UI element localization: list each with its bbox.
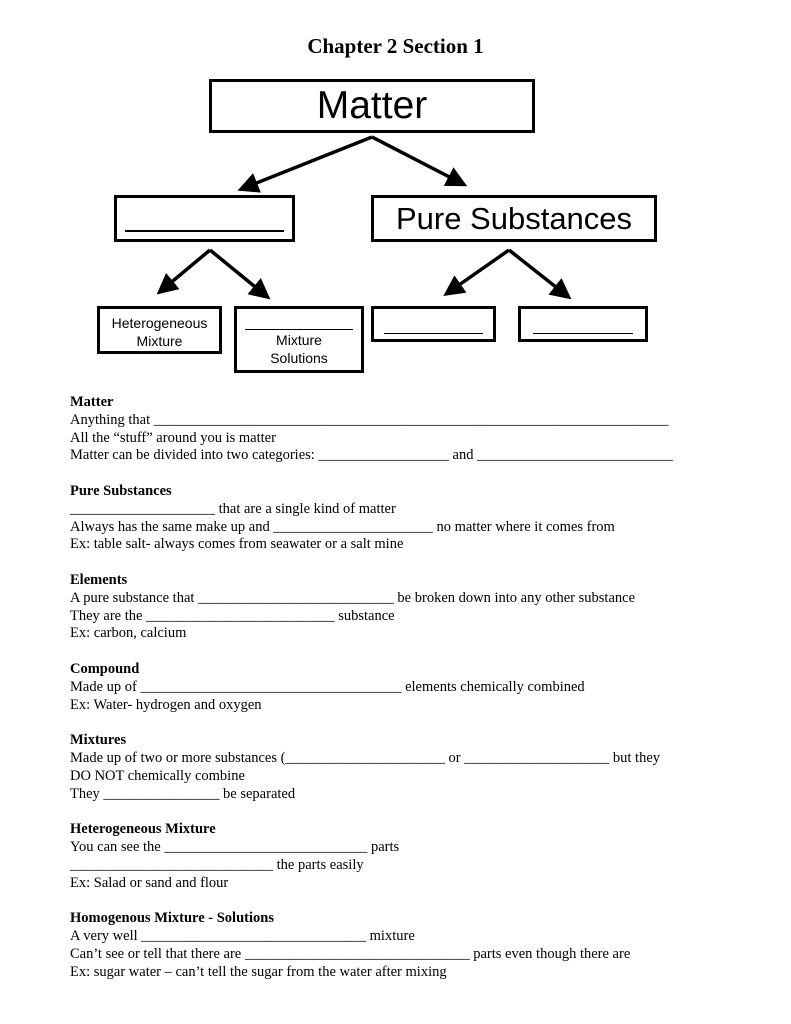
section-pure-substances — [70, 483, 750, 554]
blank-line — [533, 333, 633, 334]
homo-label-line2: Mixture — [276, 332, 322, 348]
pure-substances-box — [371, 195, 657, 242]
note-line: Made up of two or more substances (______________________ or ____________________ but they — [70, 749, 661, 766]
note-line: ____________________________ the parts easily — [70, 856, 364, 873]
note-line: They ________________ be separated — [70, 785, 296, 802]
page-title: Chapter 2 Section 1 — [307, 34, 484, 58]
section-heading: Compound — [70, 660, 140, 677]
note-line: Matter can be divided into two categories: __________________ and ___________________________ — [70, 447, 673, 464]
note-line: Ex: Water- hydrogen and oxygen — [70, 696, 262, 713]
note-line: A pure substance that ___________________________ be broken down into any other substance — [70, 589, 636, 606]
section-heterogeneous-mixture — [70, 821, 750, 892]
note-line: Made up of ____________________________________ elements chemically combined — [70, 678, 585, 695]
note-line: Ex: carbon, calcium — [70, 625, 187, 642]
pure-substances-label: Pure Substances — [395, 201, 633, 236]
matter-box — [209, 79, 535, 133]
note-line: All the “stuff” around you is matter — [70, 429, 276, 446]
hetero-label-line1: Heterogeneous — [111, 315, 208, 331]
note-line: Anything that _______________________________________________________________________ — [70, 411, 669, 428]
note-line: They are the __________________________ substance — [70, 607, 395, 624]
blank-line — [384, 333, 483, 334]
note-line: Ex: sugar water – can’t tell the sugar from the water after mixing — [70, 963, 447, 980]
section-heading: Heterogeneous Mixture — [70, 821, 216, 838]
section-mixtures — [70, 732, 750, 803]
section-heading: Matter — [70, 394, 114, 410]
note-line: You can see the ____________________________ parts — [70, 838, 400, 855]
homo-label-line3: Solutions — [270, 350, 328, 366]
notes-body — [70, 394, 750, 999]
blank-line — [245, 329, 353, 330]
section-heading: Elements — [70, 571, 128, 588]
note-line: ____________________ that are a single kind of matter — [70, 500, 396, 517]
section-compound — [70, 661, 750, 714]
section-matter — [70, 394, 750, 465]
section-homogenous-mixture — [70, 910, 750, 981]
note-line: DO NOT chemically combine — [70, 767, 245, 784]
matter-label: Matter — [316, 84, 428, 127]
arrow-left-to-homo — [210, 250, 265, 295]
arrow-matter-to-right — [372, 137, 461, 183]
pure-substance-child-box-1 — [371, 306, 496, 342]
note-line: Can’t see or tell that there are _______________________________ parts even though there are — [70, 945, 631, 962]
note-line: Ex: Salad or sand and flour — [70, 874, 229, 891]
pure-substance-child-box-2 — [518, 306, 648, 342]
arrow-pure-to-child1 — [449, 250, 509, 292]
blank-category-box — [114, 195, 295, 242]
note-line: Ex: table salt- always comes from seawater or a salt mine — [70, 536, 404, 553]
note-line: Always has the same make up and ______________________ no matter where it comes from — [70, 518, 615, 535]
section-elements — [70, 572, 750, 643]
arrow-matter-to-left — [244, 137, 372, 188]
note-line: A very well _______________________________ mixture — [70, 927, 415, 944]
homogeneous-mixture-box — [234, 306, 364, 373]
hetero-label-line2: Mixture — [136, 333, 183, 349]
heterogeneous-mixture-box — [97, 306, 222, 354]
section-heading: Pure Substances — [70, 482, 172, 499]
section-heading: Homogenous Mixture - Solutions — [70, 910, 274, 927]
arrow-pure-to-child2 — [509, 250, 566, 295]
arrow-left-to-hetero — [162, 250, 210, 290]
section-heading: Mixtures — [70, 732, 127, 749]
blank-line — [125, 230, 284, 232]
